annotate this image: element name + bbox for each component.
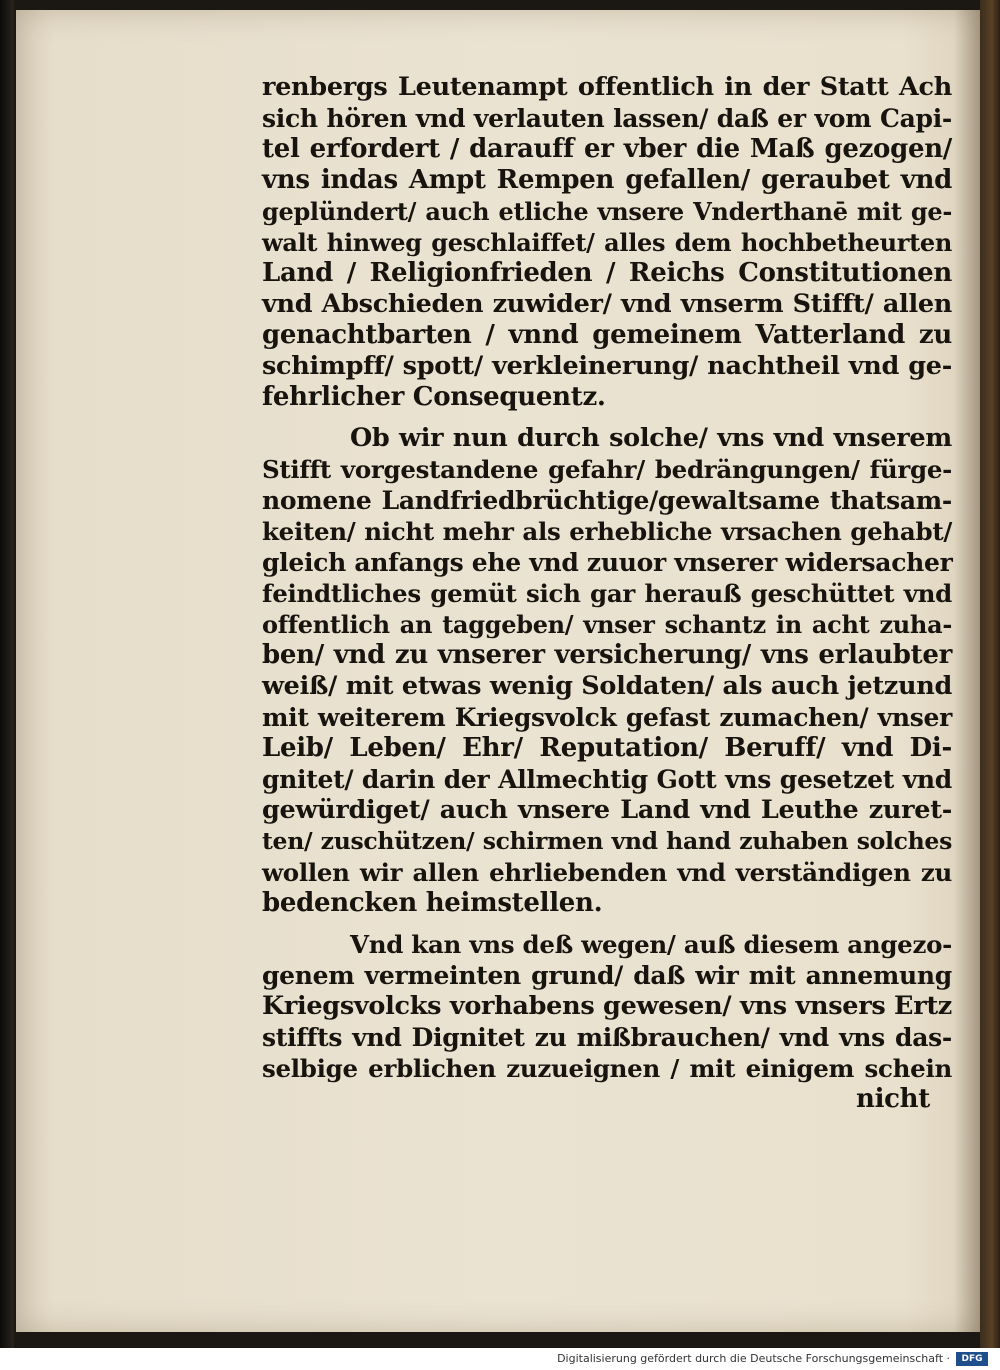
text-line: offentlich an taggeben/ vnser schantz in acht zuha- <box>262 610 952 639</box>
text-line: Land / Religionfrieden / Reichs Constitutionen <box>262 258 952 288</box>
text-line: nomene Landfriedbrüchtige/gewaltsame thatsam- <box>262 486 952 515</box>
text-line: walt hinweg geschlaiffet/ alles dem hochbetheurten <box>262 228 952 257</box>
text-line: Stifft vorgestandene gefahr/ bedrängungen/ fürge- <box>262 455 952 484</box>
page-text <box>262 72 952 1125</box>
funding-credit: Digitalisierung gefördert durch die Deutsche Forschungsgemeinschaft · <box>557 1352 950 1365</box>
text-line: gewürdiget/ auch vnsere Land vnd Leuthe zuret- <box>262 795 952 825</box>
page-spine-shadow <box>954 10 980 1332</box>
text-line: mit weiterem Kriegsvolck gefast zumachen/ vnser <box>262 703 952 732</box>
text-line: gnitet/ darin der Allmechtig Gott vns gesetzet vnd <box>262 765 952 794</box>
text-line: bedencken heimstellen. <box>262 888 603 918</box>
text-line: Ob wir nun durch solche/ vns vnd vnserem <box>350 423 952 453</box>
text-line: wollen wir allen ehrliebenden vnd verständigen zu <box>262 858 952 887</box>
text-line: selbige erblichen zuzueignen / mit einigem schein <box>262 1054 952 1083</box>
text-line: Kriegsvolcks vorhabens gewesen/ vns vnsers Ertz <box>262 991 952 1021</box>
text-line: genachtbarten / vnnd gemeinem Vatterland zu <box>262 320 952 350</box>
book-cover-edge <box>980 0 1000 1348</box>
text-line: gleich anfangs ehe vnd zuuor vnserer widersacher <box>262 548 953 577</box>
text-line: tel erfordert / darauff er vber die Maß gezogen/ <box>262 134 952 164</box>
text-line: ten/ zuschützen/ schirmen vnd hand zuhaben solches <box>262 827 952 855</box>
text-line: sich hören vnd verlauten lassen/ daß er vom Capi- <box>262 104 952 133</box>
text-line: keiten/ nicht mehr als erhebliche vrsachen gehabt/ <box>262 517 952 546</box>
text-line: renbergs Leutenampt offentlich in der Statt Ach <box>262 72 952 102</box>
text-line: Vnd kan vns deß wegen/ auß diesem angezo- <box>350 930 952 959</box>
text-line: Leib/ Leben/ Ehr/ Reputation/ Beruff/ vnd Di- <box>262 733 952 763</box>
text-line: genem vermeinten grund/ daß wir mit annemung <box>262 961 952 990</box>
text-line: vns indas Ampt Rempen gefallen/ geraubet vnd <box>262 165 952 195</box>
text-line: vnd Abschieden zuwider/ vnd vnserm Stifft/ allen <box>262 289 952 319</box>
dfg-logo: DFG <box>956 1352 988 1366</box>
paragraph-2 <box>262 423 952 919</box>
text-line: stiffts vnd Dignitet zu mißbrauchen/ vnd vns das- <box>262 1023 952 1052</box>
text-line: weiß/ mit etwas wenig Soldaten/ als auch jetzund <box>262 671 952 701</box>
text-line: feindtliches gemüt sich gar herauß geschüttet vnd <box>262 579 952 608</box>
scan-left-edge <box>0 0 14 1348</box>
text-line: fehrlicher Consequentz. <box>262 382 606 412</box>
text-line: ben/ vnd zu vnserer versicherung/ vns erlaubter <box>262 640 952 670</box>
text-line: geplündert/ auch etliche vnsere Vnderthanē mit ge- <box>262 197 952 226</box>
footer-bar <box>0 1348 1000 1370</box>
paragraph-3 <box>262 929 952 1115</box>
catchword: nicht <box>855 1084 930 1114</box>
text-line: schimpff/ spott/ verkleinerung/ nachtheil vnd ge- <box>262 351 952 381</box>
paragraph-1 <box>262 72 952 413</box>
